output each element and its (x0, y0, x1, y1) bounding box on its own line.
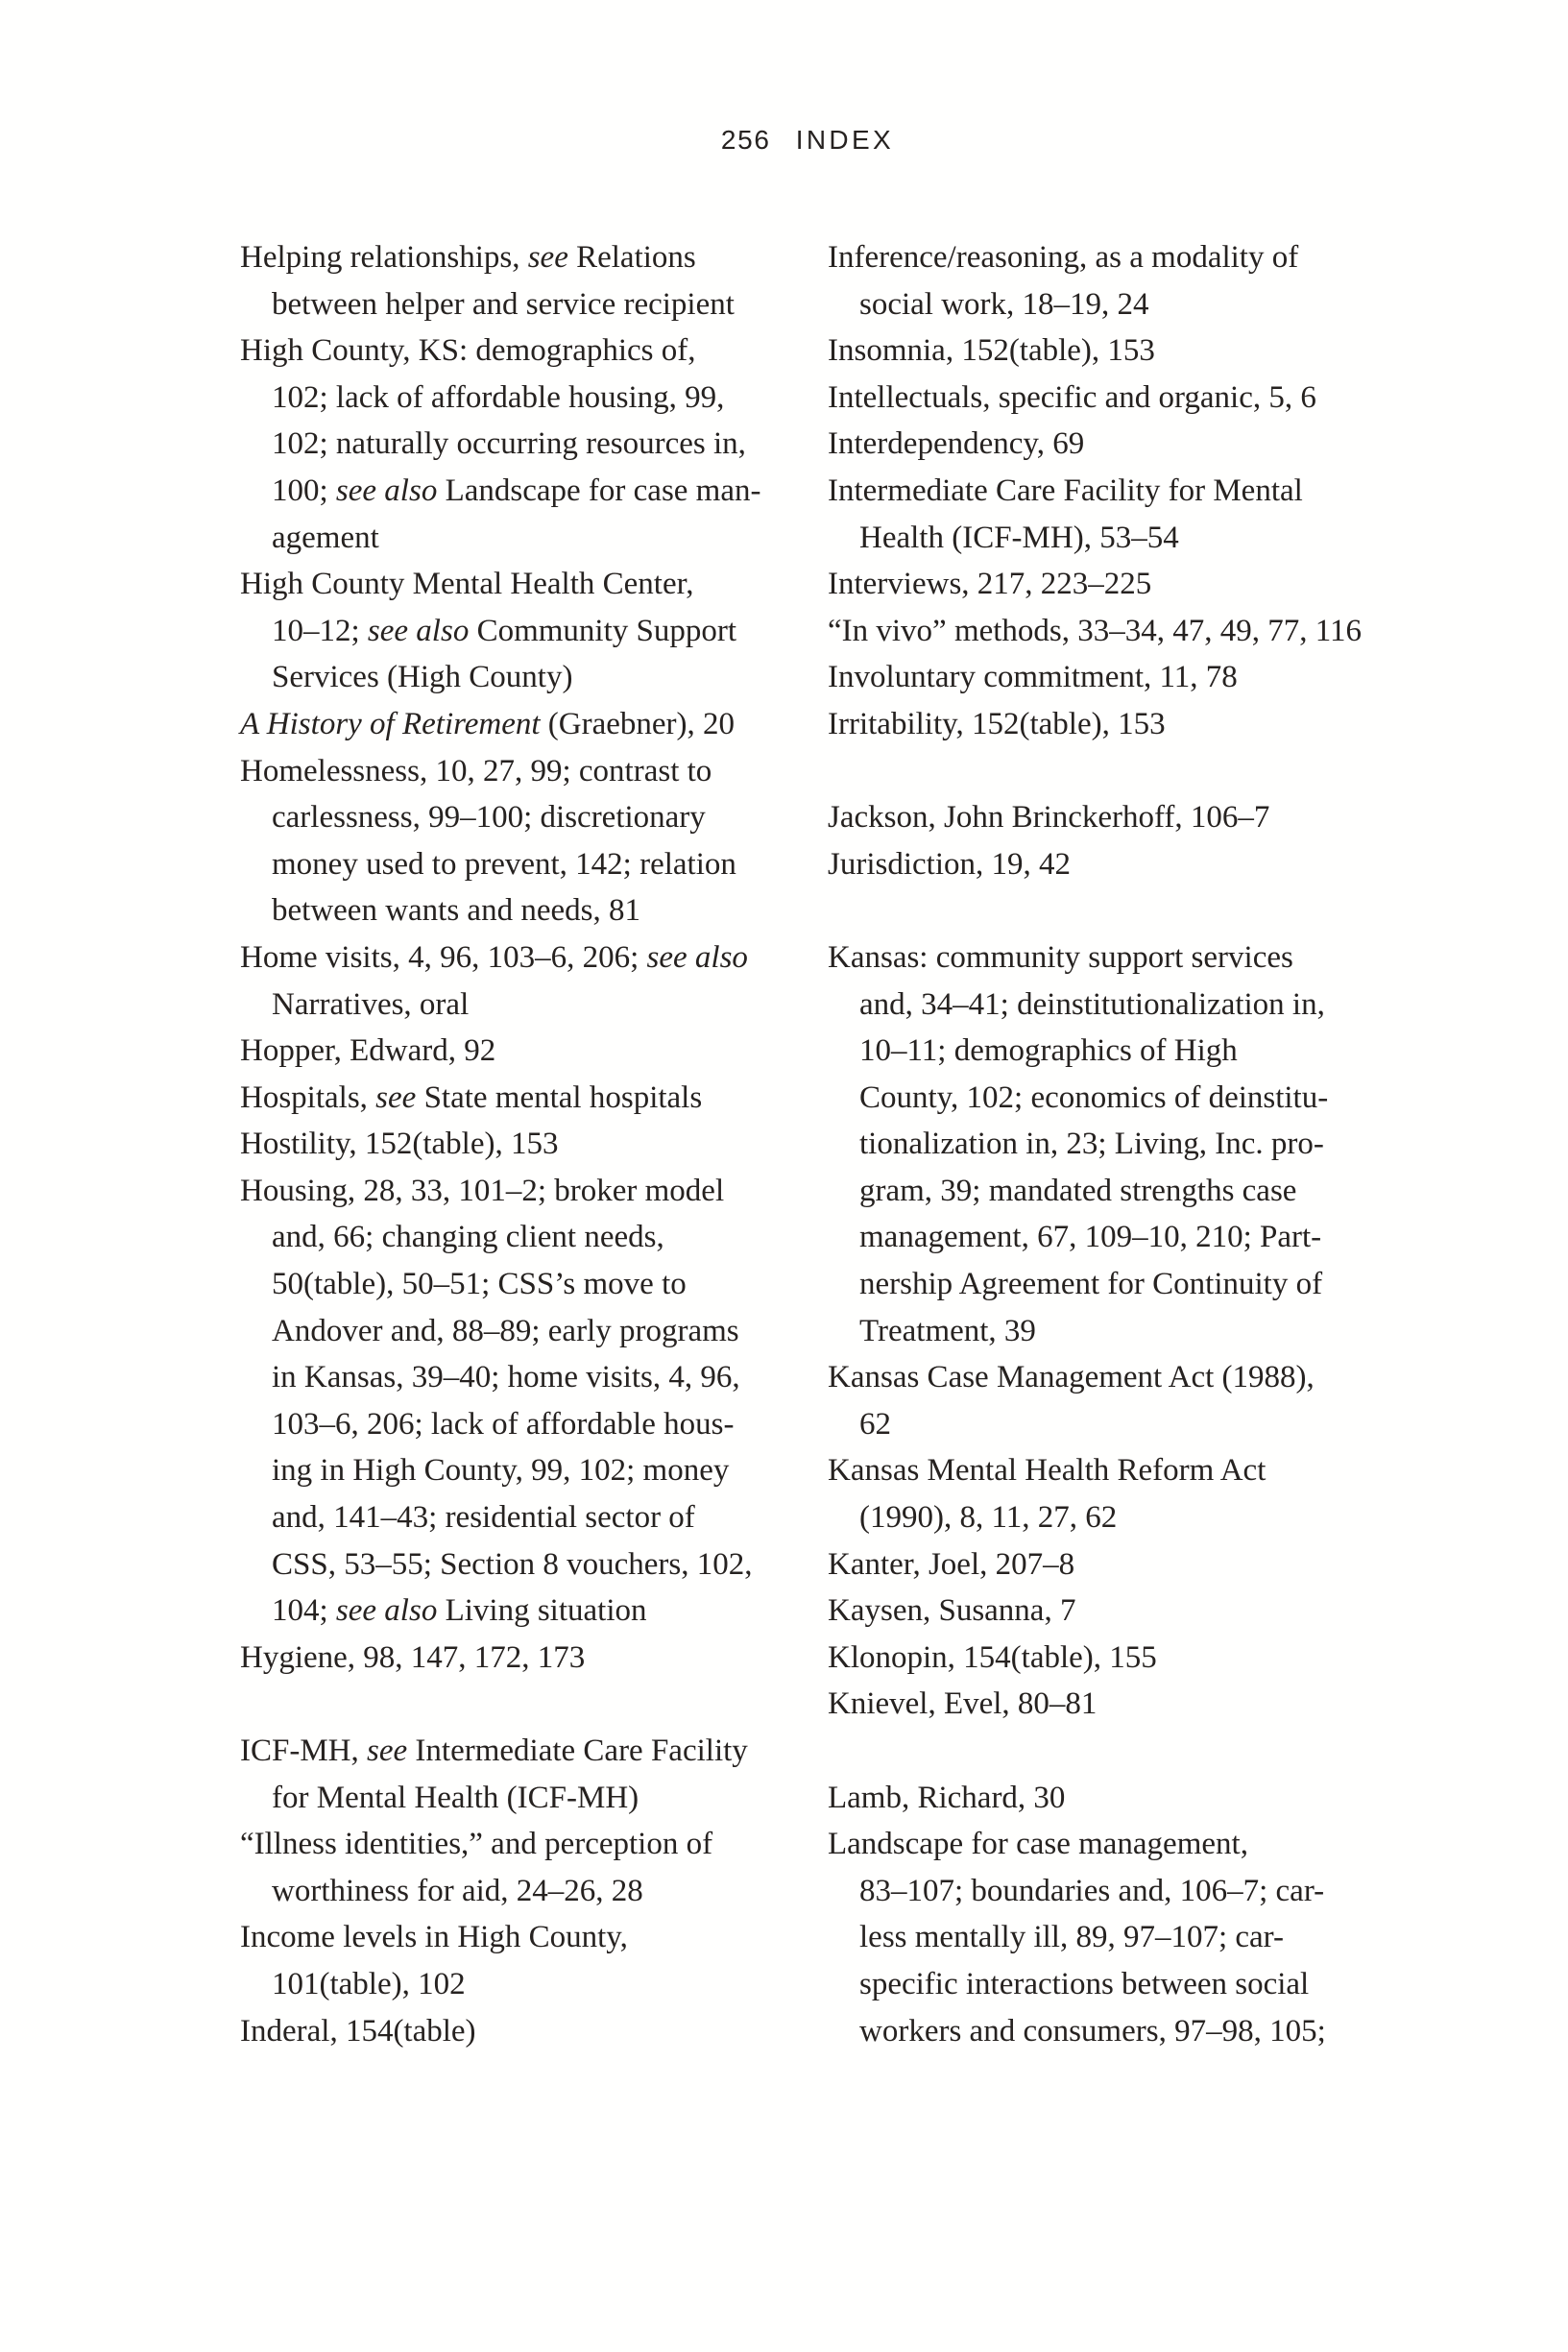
index-text: management, 67, 109–10, 210; Part- (859, 1220, 1322, 1255)
index-text-italic: see also (335, 1593, 438, 1629)
index-entry-line (828, 701, 1375, 748)
index-text: Home visits, 4, 96, 103–6, 206; (240, 939, 647, 975)
index-entry-line (828, 1261, 1375, 1308)
index-column-left (240, 234, 787, 2054)
index-entry-line (828, 654, 1375, 701)
index-entry-line (828, 608, 1375, 655)
index-entry-line (828, 234, 1375, 281)
index-entry-line (240, 701, 787, 748)
index-entry-line (240, 1914, 787, 1961)
index-entry-line (828, 1168, 1375, 1215)
index-text: for Mental Health (ICF-MH) (272, 1780, 639, 1815)
index-entry-line (240, 1028, 787, 1075)
index-text: Treatment, 39 (859, 1313, 1036, 1348)
index-entry-line (828, 375, 1375, 422)
index-text-italic: A History of Retirement (240, 706, 541, 741)
index-text: Intermediate Care Facility (407, 1734, 748, 1768)
index-text: “In vivo” methods, 33–34, 47, 49, 77, 116 (828, 613, 1363, 648)
index-text: “Illness identities,” and perception of (240, 1827, 713, 1862)
index-entry-line (240, 1168, 787, 1215)
index-entry-line (240, 982, 787, 1029)
index-text: 100; (272, 473, 336, 508)
index-entry-line (240, 2008, 787, 2055)
index-entry-line (828, 327, 1375, 375)
index-text: carlessness, 99–100; discretionary (272, 800, 706, 836)
index-text: Health (ICF-MH), 53–54 (859, 520, 1179, 555)
index-entry-line (828, 561, 1375, 608)
index-entry-line (240, 281, 787, 328)
index-text: 104; (272, 1593, 336, 1629)
index-entry-line (240, 1308, 787, 1355)
index-text: workers and consumers, 97–98, 105; (859, 2013, 1326, 2049)
index-text: County, 102; economics of deinstitu- (859, 1079, 1329, 1115)
index-text: 10–12; (272, 613, 368, 648)
index-text: Kansas Mental Health Reform Act (828, 1453, 1266, 1489)
index-column-right (828, 234, 1375, 2054)
index-entry-line (828, 421, 1375, 468)
index-entry-line (240, 1447, 787, 1494)
index-text: Interviews, 217, 223–225 (828, 567, 1152, 602)
index-entry-line (240, 234, 787, 281)
index-text: Kanter, Joel, 207–8 (828, 1546, 1075, 1582)
index-text: Kansas Case Management Act (1988), (828, 1360, 1315, 1395)
index-entry-line (828, 2008, 1375, 2055)
running-head-title: INDEX (795, 125, 895, 155)
index-text: agement (272, 520, 379, 555)
index-entry-line (240, 1588, 787, 1635)
index-text: Landscape for case management, (828, 1827, 1248, 1862)
index-entry-line (828, 1588, 1375, 1635)
index-text: social work, 18–19, 24 (859, 286, 1149, 322)
index-entry-line (240, 748, 787, 795)
index-text: 102; lack of affordable housing, 99, (272, 379, 725, 415)
index-text: (Graebner), 20 (540, 706, 736, 741)
index-text: 101(table), 102 (272, 1966, 466, 2001)
index-entry-line (240, 1728, 787, 1775)
index-text: High County, KS: demographics of, (240, 333, 696, 369)
index-text: between helper and service recipient (272, 286, 735, 322)
index-text-italic: see (367, 1734, 408, 1768)
index-text: worthiness for aid, 24–26, 28 (272, 1873, 643, 1908)
index-text: Inderal, 154(table) (240, 2013, 476, 2049)
index-text: Homelessness, 10, 27, 99; contrast to (240, 753, 712, 788)
index-entry-line (828, 1447, 1375, 1494)
index-entry-line (240, 327, 787, 375)
index-entry-line (240, 1775, 787, 1822)
index-text: and, 141–43; residential sector of (272, 1500, 695, 1536)
index-text: and, 66; changing client needs, (272, 1220, 664, 1255)
index-text: Housing, 28, 33, 101–2; broker model (240, 1173, 725, 1208)
index-text: Interdependency, 69 (828, 426, 1085, 462)
index-entry-line (828, 841, 1375, 888)
index-text: in Kansas, 39–40; home visits, 4, 96, (272, 1360, 740, 1395)
index-entry-line (828, 1075, 1375, 1122)
index-text: 102; naturally occurring resources in, (272, 426, 746, 462)
index-text: Services (High County) (272, 660, 573, 695)
index-text: Jackson, John Brinckerhoff, 106–7 (828, 800, 1270, 836)
index-text: Helping relationships, (240, 240, 528, 275)
index-entry-line (828, 1868, 1375, 1915)
index-text: Intermediate Care Facility for Mental (828, 473, 1303, 508)
page-number: 256 (720, 125, 771, 155)
index-text: Andover and, 88–89; early programs (272, 1313, 739, 1348)
index-entry-line (828, 515, 1375, 562)
index-text: Kaysen, Susanna, 7 (828, 1593, 1076, 1629)
index-entry-line (828, 1214, 1375, 1261)
index-entry-line (240, 841, 787, 888)
index-text: Intellectuals, specific and organic, 5, 6 (828, 379, 1316, 415)
running-head (240, 126, 1375, 155)
index-entry-line (828, 1308, 1375, 1355)
index-entry-line (240, 1635, 787, 1682)
index-text: gram, 39; mandated strengths case (859, 1173, 1297, 1208)
index-entry-line (240, 1494, 787, 1541)
index-text: Involuntary commitment, 11, 78 (828, 660, 1238, 695)
index-text-italic: see also (367, 613, 470, 648)
index-text: less mentally ill, 89, 97–107; car- (859, 1920, 1285, 1955)
index-entry-line (240, 1541, 787, 1588)
index-text: Hygiene, 98, 147, 172, 173 (240, 1639, 586, 1675)
index-entry-line (240, 794, 787, 841)
index-entry-line (828, 1681, 1375, 1728)
index-entry-line (240, 887, 787, 934)
index-entry-line (828, 1401, 1375, 1448)
index-entry-line (240, 468, 787, 515)
index-text: (1990), 8, 11, 27, 62 (859, 1500, 1118, 1536)
index-text: between wants and needs, 81 (272, 893, 640, 929)
index-entry-line (240, 1821, 787, 1868)
index-text: High County Mental Health Center, (240, 567, 694, 602)
index-entry-line (828, 1541, 1375, 1588)
index-entry-line (828, 982, 1375, 1029)
index-entry-line (828, 1121, 1375, 1168)
index-text: nership Agreement for Continuity of (859, 1267, 1323, 1302)
index-text: tionalization in, 23; Living, Inc. pro- (859, 1127, 1324, 1162)
index-text: 62 (859, 1406, 891, 1442)
index-text: CSS, 53–55; Section 8 vouchers, 102, (272, 1546, 753, 1582)
index-entry-line (828, 1635, 1375, 1682)
index-text: 10–11; demographics of High (859, 1033, 1238, 1069)
index-text: Landscape for case man- (437, 473, 761, 508)
index-text: specific interactions between social (859, 1966, 1310, 2001)
index-entry-line (828, 794, 1375, 841)
index-text-italic: see also (646, 939, 748, 975)
index-text-italic: see also (335, 473, 438, 508)
index-text: Kansas: community support services (828, 939, 1293, 975)
index-columns (240, 234, 1375, 2054)
index-text-italic: see (375, 1079, 417, 1115)
index-text: Inference/reasoning, as a modality of (828, 240, 1299, 275)
index-text: Narratives, oral (272, 986, 470, 1022)
index-entry-line (828, 1961, 1375, 2008)
index-entry-line (240, 561, 787, 608)
index-entry-line (828, 1494, 1375, 1541)
index-entry-line (828, 1914, 1375, 1961)
index-entry-line (240, 654, 787, 701)
index-text: 103–6, 206; lack of affordable hous- (272, 1406, 735, 1442)
index-entry-line (240, 1214, 787, 1261)
index-entry-line (240, 421, 787, 468)
index-text: Insomnia, 152(table), 153 (828, 333, 1155, 369)
index-text: ICF-MH, (240, 1734, 368, 1768)
index-entry-line (240, 1075, 787, 1122)
index-entry-line (828, 281, 1375, 328)
index-entry-line (240, 1121, 787, 1168)
index-text: Hospitals, (240, 1079, 376, 1115)
index-entry-line (828, 934, 1375, 982)
index-text: Income levels in High County, (240, 1920, 628, 1955)
index-text: Knievel, Evel, 80–81 (828, 1686, 1098, 1722)
index-text: Hostility, 152(table), 153 (240, 1127, 559, 1162)
index-entry-line (828, 1354, 1375, 1401)
index-text: Living situation (437, 1593, 647, 1629)
index-text: 83–107; boundaries and, 106–7; car- (859, 1873, 1325, 1908)
index-entry-line (828, 1775, 1375, 1822)
index-text: money used to prevent, 142; relation (272, 846, 736, 882)
index-entry-line (828, 468, 1375, 515)
index-text: ing in High County, 99, 102; money (272, 1453, 730, 1489)
index-text: Relations (567, 240, 696, 275)
index-entry-line (828, 1821, 1375, 1868)
index-entry-line (240, 1961, 787, 2008)
index-text-italic: see (527, 240, 568, 275)
index-text: and, 34–41; deinstitutionalization in, (859, 986, 1325, 1022)
index-entry-line (240, 375, 787, 422)
index-text: Klonopin, 154(table), 155 (828, 1639, 1157, 1675)
index-entry-line (240, 934, 787, 982)
index-entry-line (240, 608, 787, 655)
index-text: Community Support (469, 613, 737, 648)
index-text: Irritability, 152(table), 153 (828, 706, 1166, 741)
index-entry-line (240, 1401, 787, 1448)
index-text: Lamb, Richard, 30 (828, 1780, 1066, 1815)
index-entry-line (240, 1354, 787, 1401)
index-entry-line (240, 1868, 787, 1915)
index-text: Jurisdiction, 19, 42 (828, 846, 1071, 882)
index-entry-line (240, 515, 787, 562)
index-entry-line (828, 1028, 1375, 1075)
index-text: 50(table), 50–51; CSS’s move to (272, 1267, 687, 1302)
index-text: State mental hospitals (416, 1079, 703, 1115)
index-text: Hopper, Edward, 92 (240, 1033, 496, 1069)
index-entry-line (240, 1261, 787, 1308)
